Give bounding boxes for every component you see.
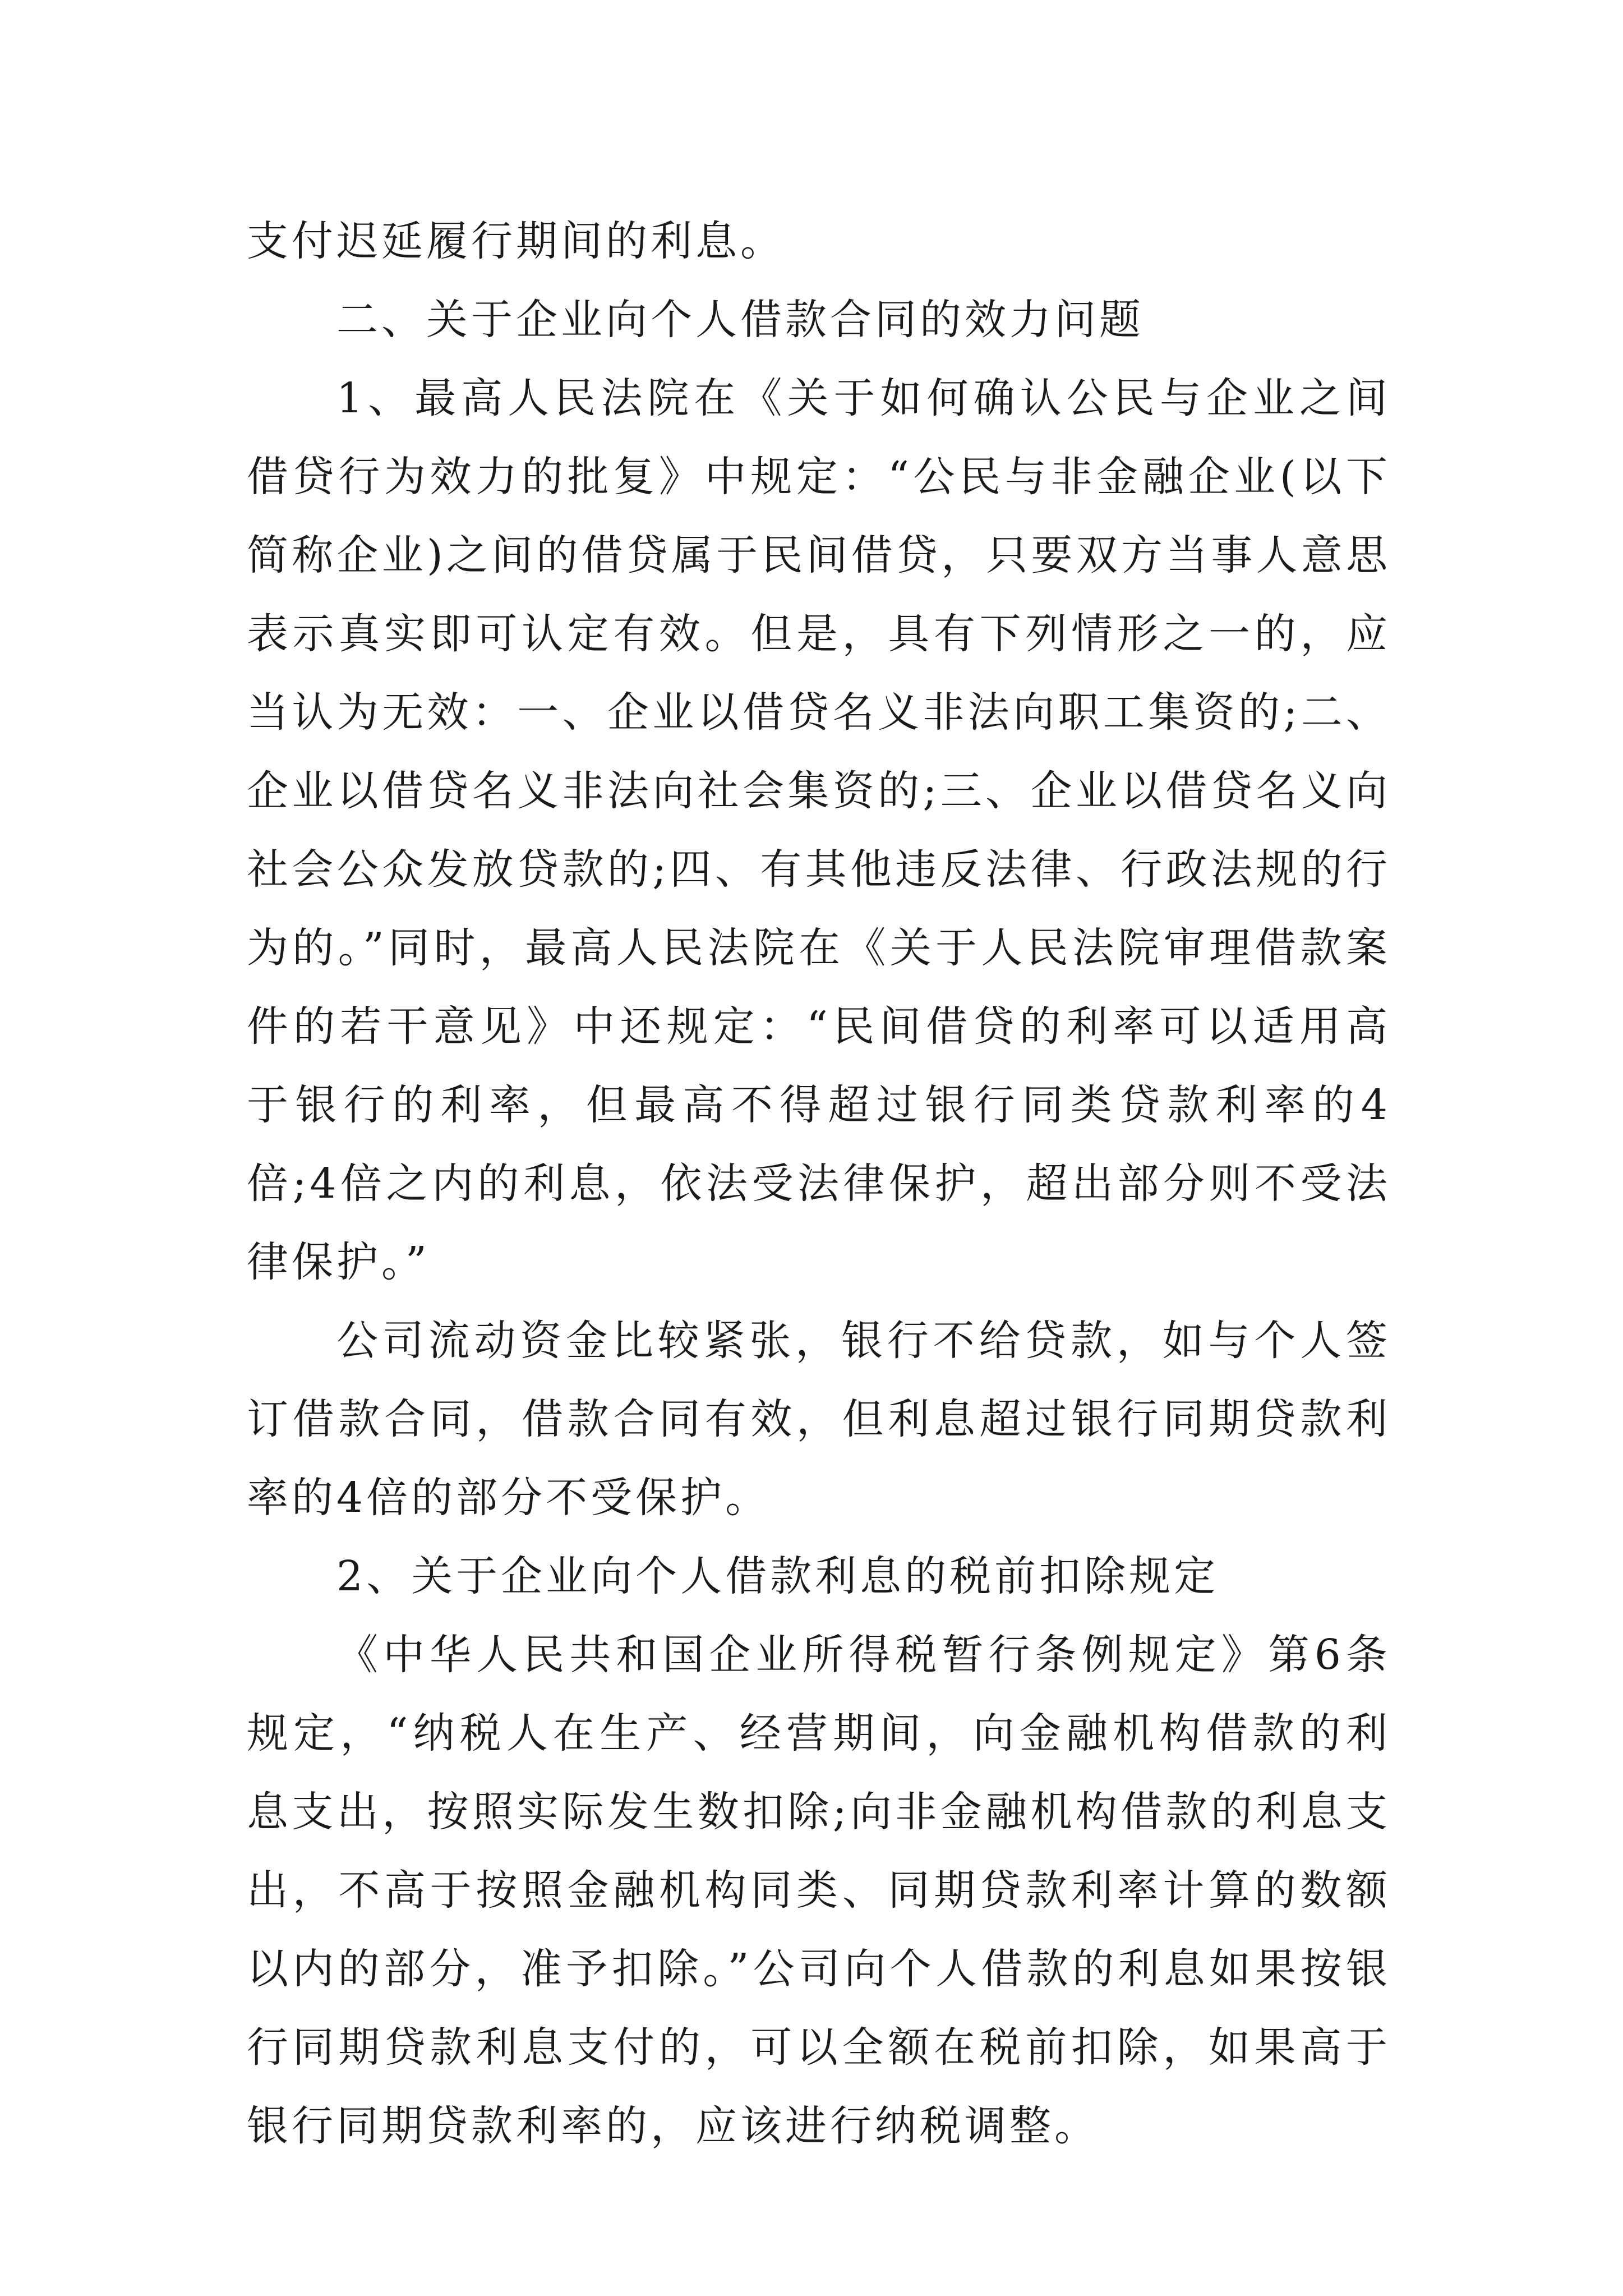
section-heading-tax-deduction: 2、关于企业向个人借款利息的税前扣除规定 [336, 1552, 1219, 1600]
paragraph-continuation: 支付迟延履行期间的利息。 [247, 217, 785, 265]
paragraph-tax-regulation: 《中华人民共和国企业所得税暂行条例规定》第6条规定，“纳税人在生产、经营期间，向金融机构借款的利息支出，按照实际发生数扣除;向非金融机构借款的利息支出，不高于按照金融机构同类、同期贷款利率计算的数额以内的部分，准予扣除。”公司向个人借款的利息如果按银行同期贷款利息支付的，可以全额在税前扣除，如果高于银行同期贷款利率的，应该进行纳税调整。 [247, 1631, 1391, 2150]
body-text [247, 202, 1391, 2165]
paragraph-court-rulings: 1、最高人民法院在《关于如何确认公民与企业之间借贷行为效力的批复》中规定：“公民与非金融企业(以下简称企业)之间的借贷属于民间借贷，只要双方当事人意思表示真实即可认定有效。但是，具有下列情形之一的，应当认为无效：一、企业以借贷名义非法向职工集资的;二、企业以借贷名义非法向社会集资的;三、企业以借贷名义向社会公众发放贷款的;四、有其他违反法律、行政法规的行为的。”同时，最高人民法院在《关于人民法院审理借款案件的若干意见》中还规定：“民间借贷的利率可以适用高于银行的利率，但最高不得超过银行同类贷款利率的4倍;4倍之内的利息，依法受法律保护，超出部分则不受法律保护。” [247, 374, 1391, 1286]
section-heading-contract-validity: 二、关于企业向个人借款合同的效力问题 [336, 296, 1144, 344]
paragraph-company-conclusion: 公司流动资金比较紧张，银行不给贷款，如与个人签订借款合同，借款合同有效，但利息超过银行同期贷款利率的4倍的部分不受保护。 [247, 1317, 1391, 1522]
